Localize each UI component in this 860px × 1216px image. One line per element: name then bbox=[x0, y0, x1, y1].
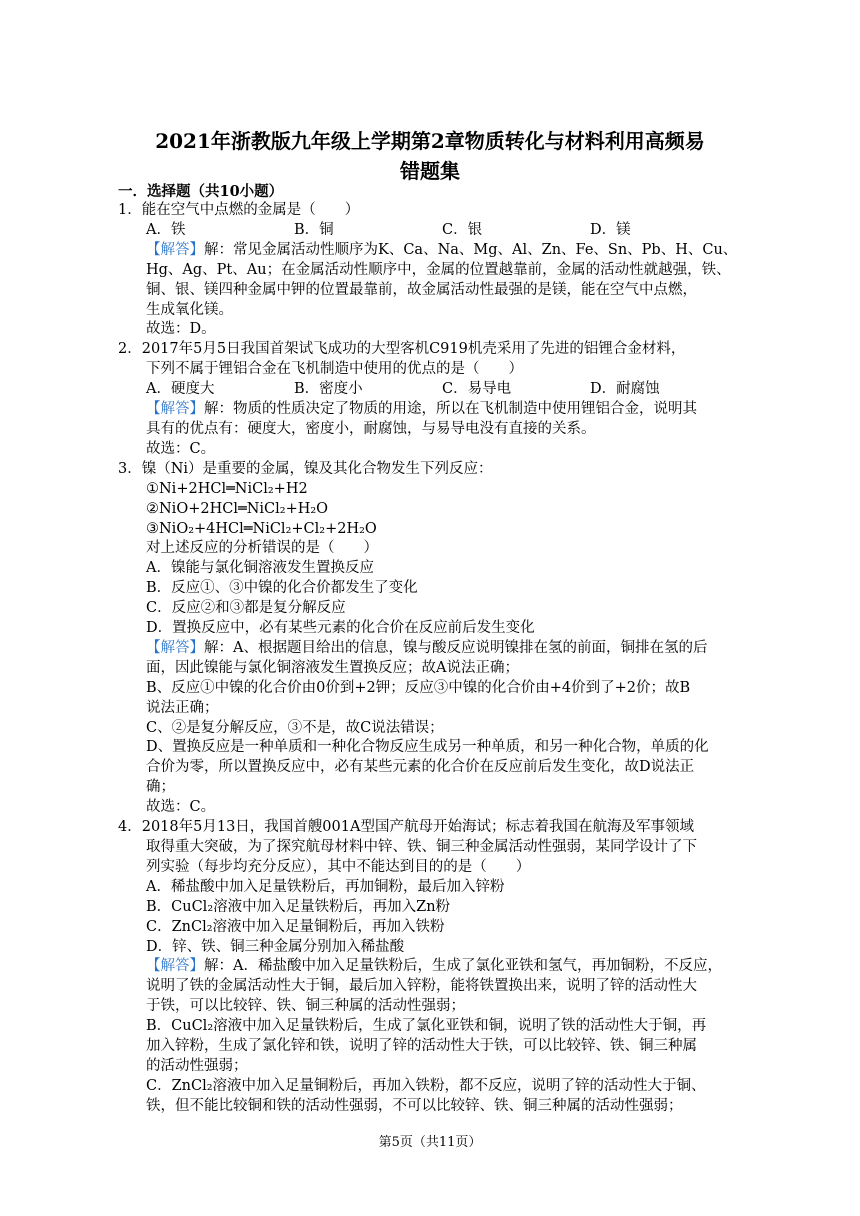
option-b: B．铜 bbox=[294, 221, 334, 238]
answer-line: B、反应①中镍的化合价由0价到+2钾；反应③中镍的化合价由+4价到了+2价；故B bbox=[146, 679, 691, 696]
question-stem: 下列不属于锂铝合金在飞机制造中使用的优点的是（ ） bbox=[146, 361, 523, 378]
answer-line: 的活动性强弱； bbox=[146, 1057, 248, 1074]
option-b: B．密度小 bbox=[294, 381, 363, 398]
answer-line: B．CuCl₂溶液中加入足量铁粉后，生成了氯化亚铁和铜，说明了铁的活动性大于铜，再 bbox=[146, 1018, 707, 1035]
answer-line: 确； bbox=[146, 779, 175, 796]
answer-line: C、②是复分解反应，③不是，故C说法错误； bbox=[146, 719, 444, 736]
answer-line: 加入锌粉，生成了氯化锌和铁，说明了锌的活动性大于铁，可以比较锌、铁、铜三种属 bbox=[146, 1038, 697, 1055]
answer-result: 故选：C。 bbox=[146, 799, 216, 816]
option-a: A．镍能与氯化铜溶液发生置换反应 bbox=[146, 560, 374, 577]
answer-line: 【解答】解：A．稀盐酸中加入足量铁粉后，生成了氯化亚铁和氢气，再加铜粉，不反应， bbox=[146, 958, 722, 975]
answer-tag: 【解答】 bbox=[146, 958, 204, 975]
answer-line: 具有的优点有：硬度大，密度小，耐腐蚀，与易导电没有直接的关系。 bbox=[146, 420, 596, 437]
answer-line: C．ZnCl₂溶液中加入足量铜粉后，再加入铁粉，都不反应，说明了锌的活动性大于铜、 bbox=[146, 1077, 706, 1094]
question-stem: 3．镍（Ni）是重要的金属，镍及其化合物发生下列反应： bbox=[118, 460, 493, 477]
answer-line: 【解答】解：A、根据题目给出的信息，镍与酸反应说明镍排在氢的前面，铜排在氢的后 bbox=[146, 639, 708, 656]
option-a: A．硬度大 bbox=[146, 381, 215, 398]
reaction-2: ②NiO+2HCl═NiCl₂+H₂O bbox=[146, 500, 329, 517]
option-c: C．反应②和③都是复分解反应 bbox=[146, 600, 346, 617]
answer-line: Hg、Ag、Pt、Au；在金属活动性顺序中，金属的位置越靠前，金属的活动性就越强，铁、 bbox=[146, 261, 731, 278]
options-row bbox=[118, 221, 738, 241]
question-list bbox=[118, 201, 738, 1117]
answer-line: 生成氧化镁。 bbox=[146, 301, 233, 318]
answer-line: 合价为零，所以置换反应中，必有某些元素的化合价在反应前后发生变化，故D说法正 bbox=[146, 759, 695, 776]
answer-line: 【解答】解：常见金属活动性顺序为K、Ca、Na、Mg、Al、Zn、Fe、Sn、Pb、H、Cu、 bbox=[146, 241, 738, 258]
answer-tag: 【解答】 bbox=[146, 241, 204, 258]
question-3 bbox=[118, 460, 738, 818]
question-stem: 4．2018年5月13日，我国首艘001A型国产航母开始海试；标志着我国在航海及军事领域 bbox=[118, 819, 694, 836]
title-line-1: 2021年浙教版九年级上学期第2章物质转化与材料利用高频易 bbox=[155, 129, 705, 153]
options-row bbox=[118, 380, 738, 400]
option-c: C．易导电 bbox=[442, 381, 512, 398]
option-a: A．铁 bbox=[146, 221, 186, 238]
question-2 bbox=[118, 340, 738, 459]
answer-line: 铜、银、镁四种金属中钾的位置最靠前，故金属活动性最强的是镁，能在空气中点燃， bbox=[146, 281, 697, 298]
answer-tag: 【解答】 bbox=[146, 401, 204, 418]
document-title bbox=[110, 126, 750, 186]
reaction-3: ③NiO₂+4HCl═NiCl₂+Cl₂+2H₂O bbox=[146, 520, 377, 537]
question-stem: 1．能在空气中点燃的金属是（ ） bbox=[118, 202, 360, 218]
question-ask: 对上述反应的分析错误的是（ ） bbox=[146, 540, 378, 557]
option-b: B．CuCl₂溶液中加入足量铁粉后，再加入Zn粉 bbox=[146, 898, 451, 915]
answer-line: D、置换反应是一种单质和一种化合物反应生成另一种单质，和另一种化合物，单质的化 bbox=[146, 739, 709, 756]
answer-line: 【解答】解：物质的性质决定了物质的用途，所以在飞机制造中使用锂铝合金，说明其 bbox=[146, 401, 697, 418]
section-heading: 一．选择题（共10小题） bbox=[118, 183, 284, 200]
question-stem: 列实验（每步均充分反应），其中不能达到目的的是（ ） bbox=[146, 858, 531, 875]
answer-line: 铁，但不能比较铜和铁的活动性强弱，不可以比较锌、铁、铜三种属的活动性强弱； bbox=[146, 1097, 683, 1114]
option-c: C．ZnCl₂溶液中加入足量铜粉后，再加入铁粉 bbox=[146, 918, 445, 935]
option-d: D．置换反应中，必有某些元素的化合价在反应前后发生变化 bbox=[146, 620, 535, 637]
answer-result: 故选：D。 bbox=[146, 321, 216, 338]
answer-line: 说法正确； bbox=[146, 699, 219, 716]
option-d: D．镁 bbox=[590, 221, 631, 238]
option-b: B．反应①、③中镍的化合价都发生了变化 bbox=[146, 580, 418, 597]
option-a: A．稀盐酸中加入足量铁粉后，再加铜粉，最后加入锌粉 bbox=[146, 878, 505, 895]
question-stem: 取得重大突破，为了探究航母材料中锌、铁、铜三种金属活动性强弱，某同学设计了下 bbox=[146, 839, 697, 855]
answer-line: 说明了铁的金属活动性大于铜，最后加入锌粉，能将铁置换出来，说明了锌的活动性大 bbox=[146, 978, 697, 995]
option-c: C．银 bbox=[442, 221, 483, 238]
option-d: D．锌、铁、铜三种金属分别加入稀盐酸 bbox=[146, 938, 405, 955]
question-1 bbox=[118, 201, 738, 340]
title-line-2: 错题集 bbox=[400, 159, 460, 183]
question-4 bbox=[118, 818, 738, 1117]
question-stem: 2．2017年5月5日我国首架试飞成功的大型客机C919机壳采用了先进的铝锂合金材料， bbox=[118, 341, 686, 358]
page-footer: 第5页（共11页） bbox=[378, 1135, 482, 1150]
answer-result: 故选：C。 bbox=[146, 440, 216, 457]
reaction-1: ①Ni+2HCl═NiCl₂+H2 bbox=[146, 480, 308, 497]
answer-line: 于铁，可以比较锌、铁、铜三种属的活动性强弱； bbox=[146, 998, 465, 1015]
answer-tag: 【解答】 bbox=[146, 639, 204, 656]
option-d: D．耐腐蚀 bbox=[590, 381, 660, 398]
answer-line: 面，因此镍能与氯化铜溶液发生置换反应；故A说法正确； bbox=[146, 659, 519, 676]
